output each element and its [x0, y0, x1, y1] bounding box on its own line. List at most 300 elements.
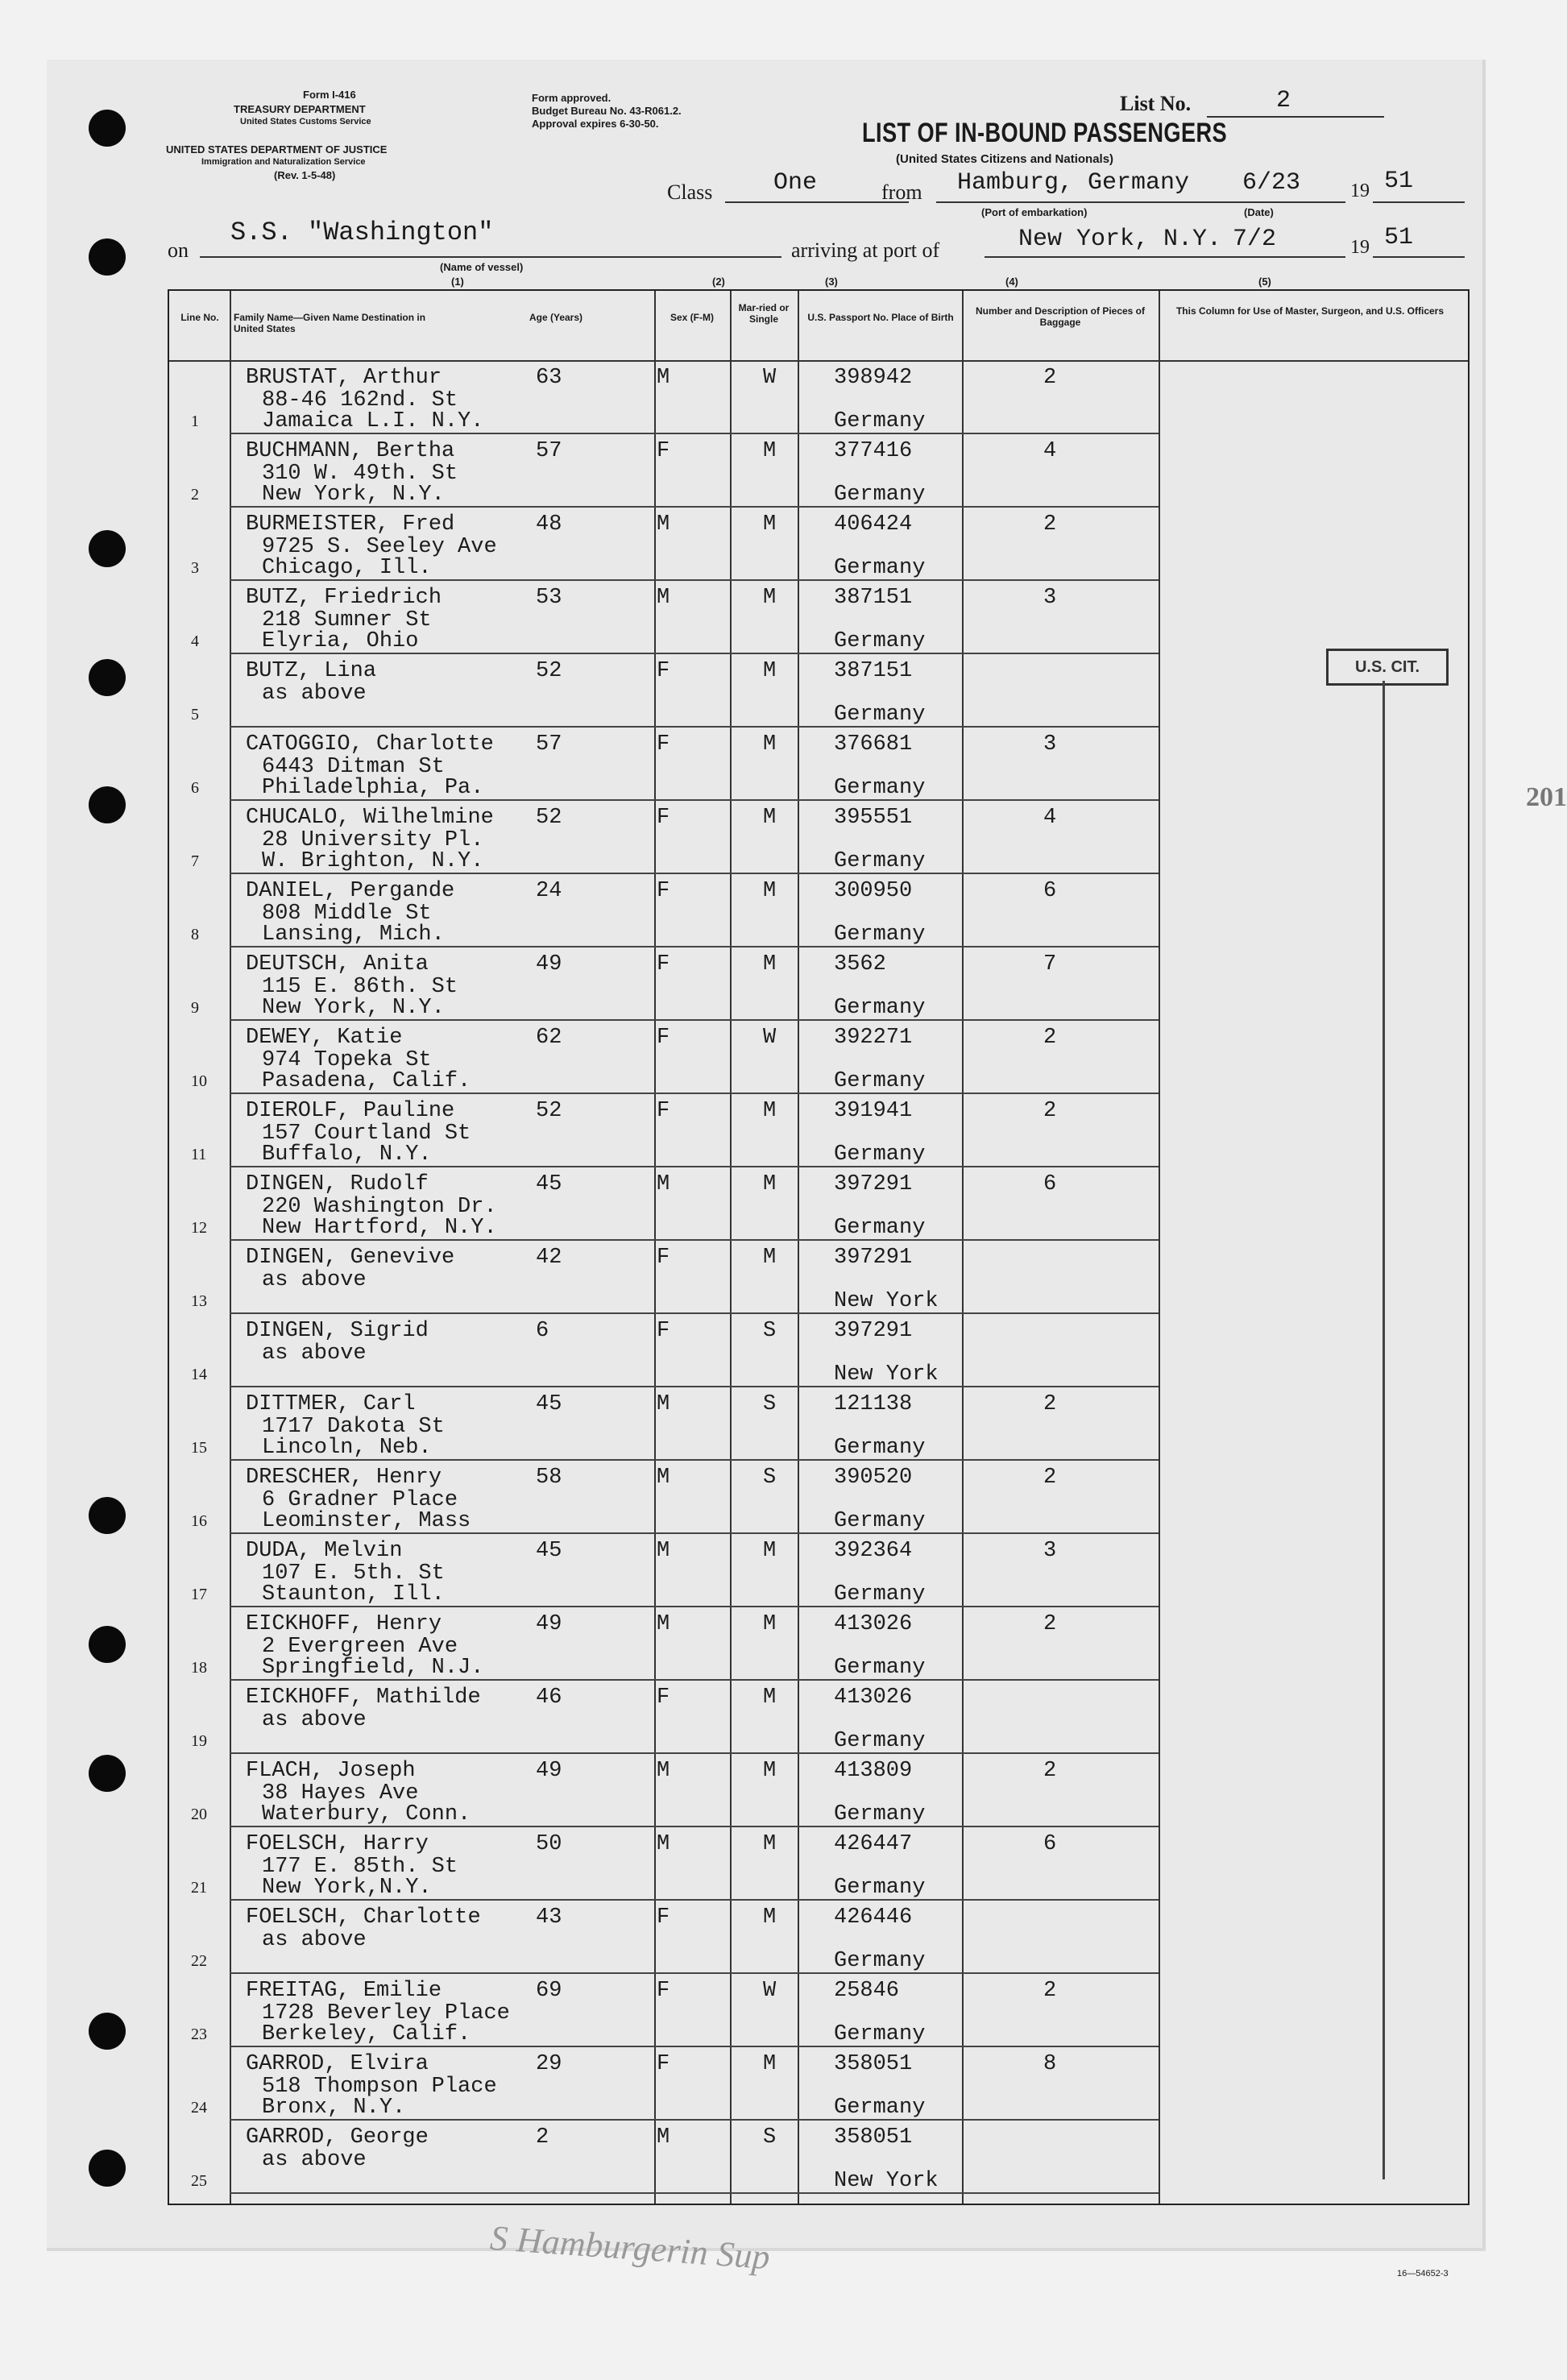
- place-of-birth: New York: [834, 1289, 939, 1313]
- destination-line-1: 2 Evergreen Ave: [262, 1635, 458, 1659]
- marital-status: M: [763, 879, 777, 903]
- table-row: [191, 1828, 1159, 1901]
- passenger-name: BUTZ, Friedrich: [246, 586, 442, 610]
- line-number: 13: [191, 1292, 207, 1310]
- baggage-count: 2: [1043, 1026, 1057, 1050]
- passport-number: 391941: [834, 1099, 913, 1123]
- col-num-1: (1): [451, 276, 464, 288]
- passenger-sex: F: [657, 732, 670, 757]
- margin-mark: 201: [1526, 782, 1567, 812]
- marital-status: M: [763, 659, 777, 683]
- destination-line-1: as above: [262, 1928, 367, 1952]
- passenger-sex: M: [657, 1612, 670, 1636]
- passenger-age: 45: [536, 1539, 562, 1563]
- line-number: 21: [191, 1879, 207, 1897]
- col-num-4: (4): [1005, 276, 1018, 288]
- passenger-age: 2: [536, 2125, 549, 2150]
- marital-status: W: [763, 1979, 777, 2003]
- passenger-name: FOELSCH, Charlotte: [246, 1905, 481, 1930]
- marital-status: M: [763, 1759, 777, 1783]
- header-married: Mar-ried or Single: [738, 302, 790, 325]
- passenger-sex: M: [657, 512, 670, 537]
- passport-number: 413026: [834, 1612, 913, 1636]
- arrival-date: 7/2: [1233, 226, 1277, 253]
- baggage-count: 6: [1043, 1832, 1057, 1856]
- passenger-age: 69: [536, 1979, 562, 2003]
- marital-status: M: [763, 1905, 777, 1930]
- marital-status: M: [763, 439, 777, 463]
- line-number: 18: [191, 1659, 207, 1677]
- place-of-birth: Germany: [834, 483, 926, 507]
- passenger-name: CHUCALO, Wilhelmine: [246, 806, 494, 830]
- destination-line-1: 218 Sumner St: [262, 608, 432, 632]
- passenger-sex: F: [657, 659, 670, 683]
- destination-line-2: New Hartford, N.Y.: [262, 1216, 497, 1240]
- passport-number: 406424: [834, 512, 913, 537]
- passenger-sex: M: [657, 1539, 670, 1563]
- destination-line-2: Buffalo, N.Y.: [262, 1142, 432, 1167]
- line-number: 12: [191, 1219, 207, 1237]
- passport-number: 395551: [834, 806, 913, 830]
- budget-bureau: Budget Bureau No. 43-R061.2.: [532, 105, 682, 117]
- marital-status: M: [763, 1612, 777, 1636]
- passenger-sex: M: [657, 586, 670, 610]
- passenger-name: BRUSTAT, Arthur: [246, 366, 442, 390]
- passenger-age: 48: [536, 512, 562, 537]
- table-row: [191, 1022, 1159, 1094]
- line-number: 8: [191, 926, 199, 943]
- baggage-count: 2: [1043, 1466, 1057, 1490]
- passenger-sex: F: [657, 1099, 670, 1123]
- passenger-sex: F: [657, 1979, 670, 2003]
- arrival-port: New York, N.Y.: [1018, 226, 1222, 253]
- table-row: [191, 1755, 1159, 1827]
- line-number: 23: [191, 2025, 207, 2043]
- table-row: [191, 362, 1159, 434]
- destination-line-1: 6 Gradner Place: [262, 1488, 458, 1512]
- place-of-birth: Germany: [834, 1142, 926, 1167]
- passport-number: 426446: [834, 1905, 913, 1930]
- passenger-sex: M: [657, 2125, 670, 2150]
- passenger-sex: M: [657, 1466, 670, 1490]
- form-revision: (Rev. 1-5-48): [274, 169, 336, 181]
- line-number: 19: [191, 1732, 207, 1750]
- passenger-sex: M: [657, 1832, 670, 1856]
- line-number: 11: [191, 1146, 207, 1163]
- form-subtitle: (United States Citizens and Nationals): [896, 152, 1114, 166]
- place-of-birth: New York: [834, 1362, 939, 1387]
- destination-line-2: Springfield, N.J.: [262, 1656, 484, 1680]
- passenger-name: BURMEISTER, Fred: [246, 512, 455, 537]
- justice-dept: UNITED STATES DEPARTMENT OF JUSTICE: [166, 143, 388, 155]
- passenger-name: DINGEN, Sigrid: [246, 1319, 429, 1343]
- passenger-sex: M: [657, 1172, 670, 1196]
- marital-status: S: [763, 1392, 777, 1416]
- destination-line-2: Lansing, Mich.: [262, 923, 445, 947]
- passenger-table: [168, 289, 1567, 2205]
- header-age: Age (Years): [529, 312, 583, 323]
- table-row: [191, 655, 1159, 728]
- passenger-sex: F: [657, 1685, 670, 1710]
- line-number: 16: [191, 1512, 207, 1530]
- header-sex: Sex (F-M): [670, 312, 714, 323]
- table-row: [191, 1168, 1159, 1241]
- marital-status: M: [763, 1099, 777, 1123]
- baggage-count: 6: [1043, 1172, 1057, 1196]
- binder-hole: [89, 2150, 126, 2187]
- table-row: [191, 1315, 1159, 1387]
- passenger-age: 53: [536, 586, 562, 610]
- line-number: 3: [191, 559, 199, 577]
- passenger-age: 45: [536, 1392, 562, 1416]
- marital-status: M: [763, 512, 777, 537]
- place-of-birth: Germany: [834, 1582, 926, 1607]
- year-arrival: 51: [1384, 224, 1414, 251]
- treasury-dept: TREASURY DEPARTMENT: [234, 103, 366, 115]
- passport-number: 358051: [834, 2125, 913, 2150]
- passport-number: 397291: [834, 1246, 913, 1270]
- destination-line-1: 310 W. 49th. St: [262, 462, 458, 486]
- destination-line-2: Berkeley, Calif.: [262, 2022, 471, 2046]
- baggage-count: 4: [1043, 806, 1057, 830]
- passenger-name: DEUTSCH, Anita: [246, 952, 429, 976]
- class-label: Class: [667, 180, 713, 204]
- passport-number: 413026: [834, 1685, 913, 1710]
- passenger-age: 42: [536, 1246, 562, 1270]
- baggage-count: 7: [1043, 952, 1057, 976]
- place-of-birth: New York: [834, 2169, 939, 2193]
- marital-status: S: [763, 2125, 777, 2150]
- baggage-count: 2: [1043, 1099, 1057, 1123]
- passenger-age: 52: [536, 806, 562, 830]
- line-number: 25: [191, 2172, 207, 2190]
- passenger-age: 49: [536, 952, 562, 976]
- place-of-birth: Germany: [834, 1802, 926, 1826]
- year-prefix: 19: [1350, 180, 1370, 201]
- from-label: from: [881, 180, 922, 204]
- passenger-sex: F: [657, 1026, 670, 1050]
- destination-line-1: 808 Middle St: [262, 902, 432, 926]
- passport-number: 300950: [834, 879, 913, 903]
- destination-line-1: 220 Washington Dr.: [262, 1195, 497, 1219]
- destination-line-1: 157 Courtland St: [262, 1122, 471, 1146]
- destination-line-1: 1728 Beverley Place: [262, 2001, 510, 2025]
- header-name: Family Name—Given Name Destination in United States: [234, 312, 426, 334]
- passenger-name: EICKHOFF, Mathilde: [246, 1685, 481, 1710]
- destination-line-2: Staunton, Ill.: [262, 1582, 445, 1607]
- destination-line-1: 28 University Pl.: [262, 828, 484, 852]
- passenger-sex: M: [657, 1759, 670, 1783]
- binder-hole: [89, 110, 126, 147]
- marital-status: S: [763, 1319, 777, 1343]
- destination-line-2: Philadelphia, Pa.: [262, 776, 484, 800]
- table-row: [191, 1681, 1159, 1754]
- line-number: 5: [191, 706, 199, 724]
- place-of-birth: Germany: [834, 1069, 926, 1093]
- on-label: on: [168, 238, 189, 262]
- passenger-sex: F: [657, 879, 670, 903]
- customs-service: United States Customs Service: [240, 117, 371, 126]
- baggage-count: 2: [1043, 1392, 1057, 1416]
- table-row: [191, 875, 1159, 947]
- passenger-age: 43: [536, 1905, 562, 1930]
- marital-status: M: [763, 1539, 777, 1563]
- form-approved: Form approved.: [532, 92, 611, 104]
- year-prefix-arrival: 19: [1350, 237, 1370, 258]
- binder-hole: [89, 2013, 126, 2050]
- table-row: [191, 728, 1159, 801]
- passenger-age: 52: [536, 1099, 562, 1123]
- passport-number: 3562: [834, 952, 886, 976]
- destination-line-2: Jamaica L.I. N.Y.: [262, 409, 484, 433]
- list-no-value: 2: [1276, 87, 1291, 114]
- binder-hole: [89, 238, 126, 276]
- binder-hole: [89, 530, 126, 567]
- line-number: 1: [191, 413, 199, 430]
- table-row: [191, 1901, 1159, 1974]
- marital-status: S: [763, 1466, 777, 1490]
- vessel-caption: (Name of vessel): [440, 261, 524, 273]
- table-row: [191, 948, 1159, 1021]
- destination-line-2: Lincoln, Neb.: [262, 1436, 432, 1460]
- table-row: [191, 2048, 1159, 2121]
- line-number: 15: [191, 1439, 207, 1457]
- passenger-name: DINGEN, Genevive: [246, 1246, 455, 1270]
- baggage-count: 2: [1043, 512, 1057, 537]
- passport-number: 413809: [834, 1759, 913, 1783]
- destination-line-1: 115 E. 86th. St: [262, 975, 458, 999]
- passport-number: 390520: [834, 1466, 913, 1490]
- destination-line-2: Chicago, Ill.: [262, 556, 432, 580]
- vessel-name: S.S. "Washington": [230, 218, 494, 247]
- col-num-3: (3): [825, 276, 838, 288]
- passenger-name: GARROD, George: [246, 2125, 429, 2150]
- place-of-birth: Germany: [834, 2096, 926, 2120]
- arriving-label: arriving at port of: [791, 238, 940, 262]
- destination-line-2: New York, N.Y.: [262, 996, 445, 1020]
- destination-line-2: Pasadena, Calif.: [262, 1069, 471, 1093]
- passenger-sex: M: [657, 1392, 670, 1416]
- table-row: [191, 1535, 1159, 1607]
- table-row: [191, 1608, 1159, 1681]
- passenger-name: DUDA, Melvin: [246, 1539, 403, 1563]
- embarkation-date: 6/23: [1242, 169, 1301, 197]
- passenger-sex: F: [657, 1319, 670, 1343]
- baggage-count: 4: [1043, 439, 1057, 463]
- destination-line-1: 107 E. 5th. St: [262, 1561, 445, 1586]
- passport-number: 358051: [834, 2052, 913, 2076]
- place-of-birth: Germany: [834, 1509, 926, 1533]
- passenger-sex: F: [657, 806, 670, 830]
- form-number: Form I-416: [303, 89, 356, 101]
- place-of-birth: Germany: [834, 996, 926, 1020]
- passport-number: 25846: [834, 1979, 900, 2003]
- place-of-birth: Germany: [834, 849, 926, 873]
- port-embark-caption: (Port of embarkation): [981, 206, 1088, 218]
- manifest-sheet: [47, 60, 1567, 2278]
- line-number: 7: [191, 852, 199, 870]
- passenger-name: DITTMER, Carl: [246, 1392, 416, 1416]
- table-row: [191, 1975, 1159, 2047]
- baggage-count: 3: [1043, 732, 1057, 757]
- marital-status: M: [763, 1172, 777, 1196]
- place-of-birth: Germany: [834, 1729, 926, 1753]
- line-number: 9: [191, 999, 199, 1017]
- passenger-name: DRESCHER, Henry: [246, 1466, 442, 1490]
- col-num-2: (2): [712, 276, 725, 288]
- form-title: LIST OF IN-BOUND PASSENGERS: [862, 118, 1228, 148]
- line-number: 2: [191, 486, 199, 504]
- table-row: [191, 802, 1159, 874]
- passenger-age: 6: [536, 1319, 549, 1343]
- year-from: 51: [1384, 168, 1414, 195]
- passenger-name: FREITAG, Emilie: [246, 1979, 442, 2003]
- passenger-name: DINGEN, Rudolf: [246, 1172, 429, 1196]
- header-officers: This Column for Use of Master, Surgeon, and U.S. Officers: [1175, 305, 1445, 317]
- passenger-age: 58: [536, 1466, 562, 1490]
- place-of-birth: Germany: [834, 1876, 926, 1900]
- baggage-count: 8: [1043, 2052, 1057, 2076]
- list-no-label: List No.: [1120, 92, 1192, 115]
- line-number: 22: [191, 1952, 207, 1970]
- marital-status: W: [763, 1026, 777, 1050]
- binder-hole: [89, 1497, 126, 1534]
- baggage-count: 3: [1043, 1539, 1057, 1563]
- header-baggage: Number and Description of Pieces of Baggage: [975, 305, 1146, 328]
- footer-code: 16—54652-3: [1397, 2269, 1449, 2278]
- passenger-age: 45: [536, 1172, 562, 1196]
- table-row: [191, 582, 1159, 654]
- passenger-age: 49: [536, 1759, 562, 1783]
- place-of-birth: Germany: [834, 1436, 926, 1460]
- passport-number: 377416: [834, 439, 913, 463]
- marital-status: M: [763, 1832, 777, 1856]
- destination-line-1: as above: [262, 1708, 367, 1732]
- line-number: 17: [191, 1586, 207, 1603]
- marital-status: M: [763, 586, 777, 610]
- passenger-name: DIEROLF, Pauline: [246, 1099, 455, 1123]
- destination-line-1: as above: [262, 682, 367, 706]
- destination-line-1: 6443 Ditman St: [262, 755, 445, 779]
- passenger-sex: M: [657, 366, 670, 390]
- passport-number: 426447: [834, 1832, 913, 1856]
- passport-number: 392364: [834, 1539, 913, 1563]
- place-of-birth: Germany: [834, 923, 926, 947]
- table-row: [191, 1462, 1159, 1534]
- passenger-age: 29: [536, 2052, 562, 2076]
- approval-expires: Approval expires 6-30-50.: [532, 118, 659, 130]
- marital-status: M: [763, 1246, 777, 1270]
- passport-number: 387151: [834, 659, 913, 683]
- table-row: [191, 1095, 1159, 1167]
- table-row: [191, 508, 1159, 581]
- passport-number: 397291: [834, 1172, 913, 1196]
- passport-number: 376681: [834, 732, 913, 757]
- destination-line-1: 88-46 162nd. St: [262, 388, 458, 413]
- binder-hole: [89, 786, 126, 823]
- passenger-name: EICKHOFF, Henry: [246, 1612, 442, 1636]
- passenger-name: DANIEL, Pergande: [246, 879, 455, 903]
- place-of-birth: Germany: [834, 1656, 926, 1680]
- passport-number: 387151: [834, 586, 913, 610]
- immigration-service: Immigration and Naturalization Service: [201, 157, 366, 167]
- passenger-age: 46: [536, 1685, 562, 1710]
- line-number: 24: [191, 2099, 207, 2117]
- place-of-birth: Germany: [834, 629, 926, 653]
- passenger-sex: F: [657, 1905, 670, 1930]
- passenger-age: 63: [536, 366, 562, 390]
- baggage-count: 2: [1043, 1612, 1057, 1636]
- marital-status: W: [763, 366, 777, 390]
- passenger-name: FOELSCH, Harry: [246, 1832, 429, 1856]
- passenger-age: 52: [536, 659, 562, 683]
- destination-line-2: Waterbury, Conn.: [262, 1802, 471, 1826]
- col-num-5: (5): [1258, 276, 1271, 288]
- marital-status: M: [763, 2052, 777, 2076]
- destination-line-1: as above: [262, 1268, 367, 1292]
- destination-line-1: 518 Thompson Place: [262, 2075, 497, 2099]
- vertical-check-line: [1383, 681, 1385, 2179]
- passenger-age: 57: [536, 439, 562, 463]
- destination-line-2: Elyria, Ohio: [262, 629, 419, 653]
- destination-line-2: W. Brighton, N.Y.: [262, 849, 484, 873]
- passenger-age: 50: [536, 1832, 562, 1856]
- destination-line-2: New York, N.Y.: [262, 483, 445, 507]
- passenger-name: GARROD, Elvira: [246, 2052, 429, 2076]
- marital-status: M: [763, 806, 777, 830]
- destination-line-1: 38 Hayes Ave: [262, 1781, 419, 1806]
- destination-line-1: 1717 Dakota St: [262, 1415, 445, 1439]
- destination-line-2: New York,N.Y.: [262, 1876, 432, 1900]
- passenger-sex: F: [657, 439, 670, 463]
- passport-number: 121138: [834, 1392, 913, 1416]
- destination-line-2: Bronx, N.Y.: [262, 2096, 406, 2120]
- table-row: [191, 1242, 1159, 1314]
- passport-number: 398942: [834, 366, 913, 390]
- marital-status: M: [763, 1685, 777, 1710]
- us-citizen-stamp: U.S. CIT.: [1326, 649, 1449, 686]
- destination-line-1: 9725 S. Seeley Ave: [262, 535, 497, 559]
- passport-number: 392271: [834, 1026, 913, 1050]
- line-number: 14: [191, 1366, 207, 1383]
- destination-line-1: as above: [262, 1341, 367, 1366]
- line-number: 6: [191, 779, 199, 797]
- line-number: 4: [191, 632, 199, 650]
- destination-line-1: 974 Topeka St: [262, 1048, 432, 1072]
- date-caption: (Date): [1244, 206, 1274, 218]
- passenger-age: 49: [536, 1612, 562, 1636]
- passenger-name: BUTZ, Lina: [246, 659, 377, 683]
- binder-hole: [89, 659, 126, 696]
- line-number: 10: [191, 1072, 207, 1090]
- line-number: 20: [191, 1806, 207, 1823]
- marital-status: M: [763, 732, 777, 757]
- header-line-no: Line No.: [180, 312, 219, 323]
- place-of-birth: Germany: [834, 556, 926, 580]
- destination-line-2: Leominster, Mass: [262, 1509, 471, 1533]
- passenger-age: 57: [536, 732, 562, 757]
- class-value: One: [773, 169, 818, 197]
- table-row: [191, 435, 1159, 508]
- table-row: [191, 2121, 1159, 2194]
- binder-hole: [89, 1755, 126, 1792]
- place-of-birth: Germany: [834, 409, 926, 433]
- passenger-name: BUCHMANN, Bertha: [246, 439, 455, 463]
- passenger-sex: F: [657, 952, 670, 976]
- embarkation-port: Hamburg, Germany: [957, 169, 1190, 197]
- baggage-count: 3: [1043, 586, 1057, 610]
- place-of-birth: Germany: [834, 2022, 926, 2046]
